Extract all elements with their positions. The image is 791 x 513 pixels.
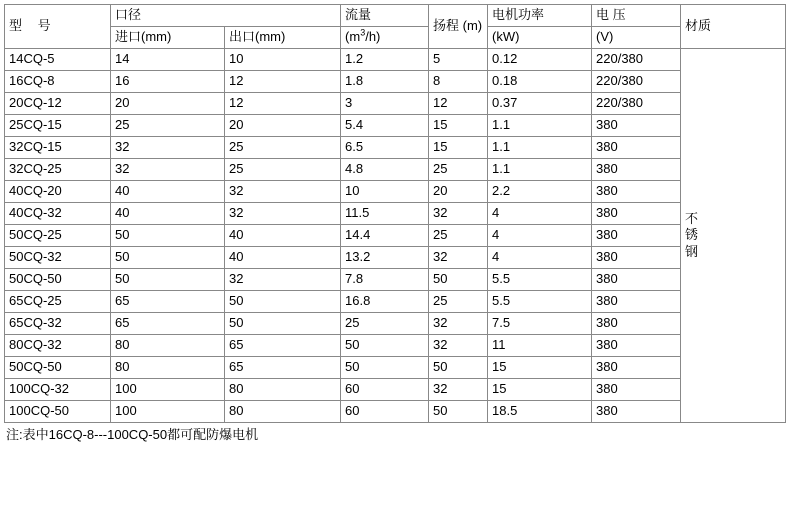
cell-model: 40CQ-20 [5, 181, 111, 203]
cell-model: 80CQ-32 [5, 335, 111, 357]
cell-outlet: 50 [225, 291, 341, 313]
cell-head: 25 [429, 291, 488, 313]
cell-head: 25 [429, 225, 488, 247]
cell-inlet: 16 [111, 71, 225, 93]
cell-head: 50 [429, 269, 488, 291]
cell-power: 15 [488, 357, 592, 379]
header-diameter-group: 口径 [111, 5, 341, 27]
cell-flow: 5.4 [341, 115, 429, 137]
cell-flow: 10 [341, 181, 429, 203]
cell-inlet: 65 [111, 313, 225, 335]
cell-flow: 60 [341, 401, 429, 423]
cell-voltage: 380 [592, 247, 681, 269]
cell-flow: 16.8 [341, 291, 429, 313]
cell-outlet: 65 [225, 335, 341, 357]
cell-model: 100CQ-32 [5, 379, 111, 401]
cell-inlet: 32 [111, 159, 225, 181]
cell-model: 16CQ-8 [5, 71, 111, 93]
cell-power: 15 [488, 379, 592, 401]
cell-outlet: 40 [225, 225, 341, 247]
cell-model: 25CQ-15 [5, 115, 111, 137]
cell-head: 32 [429, 247, 488, 269]
cell-power: 18.5 [488, 401, 592, 423]
cell-flow: 6.5 [341, 137, 429, 159]
table-row [5, 247, 786, 269]
cell-power: 1.1 [488, 115, 592, 137]
cell-inlet: 20 [111, 93, 225, 115]
cell-material [681, 49, 786, 423]
cell-power: 1.1 [488, 159, 592, 181]
material-char: 不 [685, 211, 699, 227]
cell-model: 32CQ-15 [5, 137, 111, 159]
table-row [5, 71, 786, 93]
cell-head: 20 [429, 181, 488, 203]
cell-voltage: 380 [592, 379, 681, 401]
cell-inlet: 14 [111, 49, 225, 71]
cell-inlet: 32 [111, 137, 225, 159]
cell-flow: 1.2 [341, 49, 429, 71]
material-char: 锈 [685, 227, 699, 243]
table-row [5, 115, 786, 137]
cell-voltage: 380 [592, 335, 681, 357]
table-row [5, 225, 786, 247]
cell-flow: 50 [341, 357, 429, 379]
table-row [5, 335, 786, 357]
cell-inlet: 25 [111, 115, 225, 137]
cell-model: 32CQ-25 [5, 159, 111, 181]
cell-voltage: 380 [592, 203, 681, 225]
cell-model: 65CQ-25 [5, 291, 111, 313]
table-row [5, 401, 786, 423]
cell-inlet: 100 [111, 379, 225, 401]
table-header-row-sub [5, 27, 786, 49]
cell-power: 7.5 [488, 313, 592, 335]
header-power: 电机功率 [488, 5, 592, 27]
flow-unit-tail: /h) [365, 29, 381, 45]
header-inlet: 进口(mm) [111, 27, 225, 49]
cell-outlet: 65 [225, 357, 341, 379]
cell-flow: 14.4 [341, 225, 429, 247]
cell-flow: 13.2 [341, 247, 429, 269]
table-row [5, 137, 786, 159]
header-outlet: 出口(mm) [225, 27, 341, 49]
cell-inlet: 50 [111, 269, 225, 291]
table-row [5, 291, 786, 313]
header-power-unit: (kW) [488, 27, 592, 49]
cell-head: 8 [429, 71, 488, 93]
header-flow: 流量 [341, 5, 429, 27]
cell-head: 12 [429, 93, 488, 115]
cell-inlet: 40 [111, 203, 225, 225]
cell-outlet: 40 [225, 247, 341, 269]
cell-voltage: 380 [592, 137, 681, 159]
cell-head: 15 [429, 137, 488, 159]
cell-power: 5.5 [488, 291, 592, 313]
flow-unit-base: (m [345, 29, 361, 45]
cell-outlet: 80 [225, 401, 341, 423]
cell-voltage: 220/380 [592, 71, 681, 93]
cell-model: 50CQ-50 [5, 269, 111, 291]
cell-flow: 4.8 [341, 159, 429, 181]
cell-inlet: 50 [111, 247, 225, 269]
cell-voltage: 220/380 [592, 49, 681, 71]
cell-power: 4 [488, 203, 592, 225]
cell-flow: 60 [341, 379, 429, 401]
cell-inlet: 100 [111, 401, 225, 423]
cell-outlet: 20 [225, 115, 341, 137]
flow-unit-exponent: 3 [360, 28, 366, 39]
cell-head: 25 [429, 159, 488, 181]
table-row [5, 313, 786, 335]
cell-power: 4 [488, 247, 592, 269]
cell-outlet: 12 [225, 71, 341, 93]
cell-model: 14CQ-5 [5, 49, 111, 71]
table-row [5, 357, 786, 379]
cell-model: 40CQ-32 [5, 203, 111, 225]
cell-flow: 7.8 [341, 269, 429, 291]
table-row [5, 379, 786, 401]
table-row [5, 181, 786, 203]
cell-outlet: 25 [225, 159, 341, 181]
cell-power: 5.5 [488, 269, 592, 291]
cell-outlet: 32 [225, 203, 341, 225]
header-flow-unit [341, 27, 429, 49]
table-row [5, 93, 786, 115]
table-note: 注:表中16CQ-8---100CQ-50都可配防爆电机 [6, 427, 259, 442]
cell-outlet: 50 [225, 313, 341, 335]
cell-model: 100CQ-50 [5, 401, 111, 423]
cell-flow: 3 [341, 93, 429, 115]
table-row [5, 49, 786, 71]
cell-flow: 11.5 [341, 203, 429, 225]
cell-flow: 50 [341, 335, 429, 357]
cell-head: 5 [429, 49, 488, 71]
cell-power: 0.37 [488, 93, 592, 115]
cell-power: 0.12 [488, 49, 592, 71]
cell-inlet: 80 [111, 357, 225, 379]
cell-outlet: 80 [225, 379, 341, 401]
cell-head: 32 [429, 335, 488, 357]
table-body [5, 5, 786, 423]
cell-power: 11 [488, 335, 592, 357]
cell-voltage: 380 [592, 115, 681, 137]
cell-head: 15 [429, 115, 488, 137]
cell-voltage: 380 [592, 313, 681, 335]
header-voltage-unit: (V) [592, 27, 681, 49]
cell-voltage: 380 [592, 357, 681, 379]
cell-power: 4 [488, 225, 592, 247]
spec-sheet [0, 4, 791, 513]
cell-outlet: 25 [225, 137, 341, 159]
cell-inlet: 65 [111, 291, 225, 313]
table-header-row-top [5, 5, 786, 27]
cell-model: 65CQ-32 [5, 313, 111, 335]
cell-inlet: 50 [111, 225, 225, 247]
cell-flow: 25 [341, 313, 429, 335]
cell-power: 0.18 [488, 71, 592, 93]
cell-outlet: 32 [225, 181, 341, 203]
header-model: 型 号 [5, 5, 111, 49]
cell-voltage: 220/380 [592, 93, 681, 115]
cell-model: 50CQ-50 [5, 357, 111, 379]
cell-outlet: 10 [225, 49, 341, 71]
cell-model: 50CQ-25 [5, 225, 111, 247]
header-head: 扬程 (m) [429, 5, 488, 49]
material-char: 钢 [685, 243, 699, 259]
cell-outlet: 12 [225, 93, 341, 115]
cell-head: 50 [429, 401, 488, 423]
table-row [5, 203, 786, 225]
table-row [5, 269, 786, 291]
cell-power: 2.2 [488, 181, 592, 203]
cell-voltage: 380 [592, 225, 681, 247]
cell-voltage: 380 [592, 181, 681, 203]
cell-head: 32 [429, 379, 488, 401]
header-voltage: 电 压 [592, 5, 681, 27]
cell-outlet: 32 [225, 269, 341, 291]
cell-voltage: 380 [592, 291, 681, 313]
cell-power: 1.1 [488, 137, 592, 159]
cell-inlet: 40 [111, 181, 225, 203]
cell-head: 32 [429, 203, 488, 225]
cell-model: 50CQ-32 [5, 247, 111, 269]
cell-head: 50 [429, 357, 488, 379]
cell-model: 20CQ-12 [5, 93, 111, 115]
cell-inlet: 80 [111, 335, 225, 357]
header-material: 材质 [681, 5, 786, 49]
cell-voltage: 380 [592, 401, 681, 423]
cell-head: 32 [429, 313, 488, 335]
cell-flow: 1.8 [341, 71, 429, 93]
cell-voltage: 380 [592, 159, 681, 181]
pump-specification-table [4, 4, 786, 423]
cell-voltage: 380 [592, 269, 681, 291]
table-row [5, 159, 786, 181]
